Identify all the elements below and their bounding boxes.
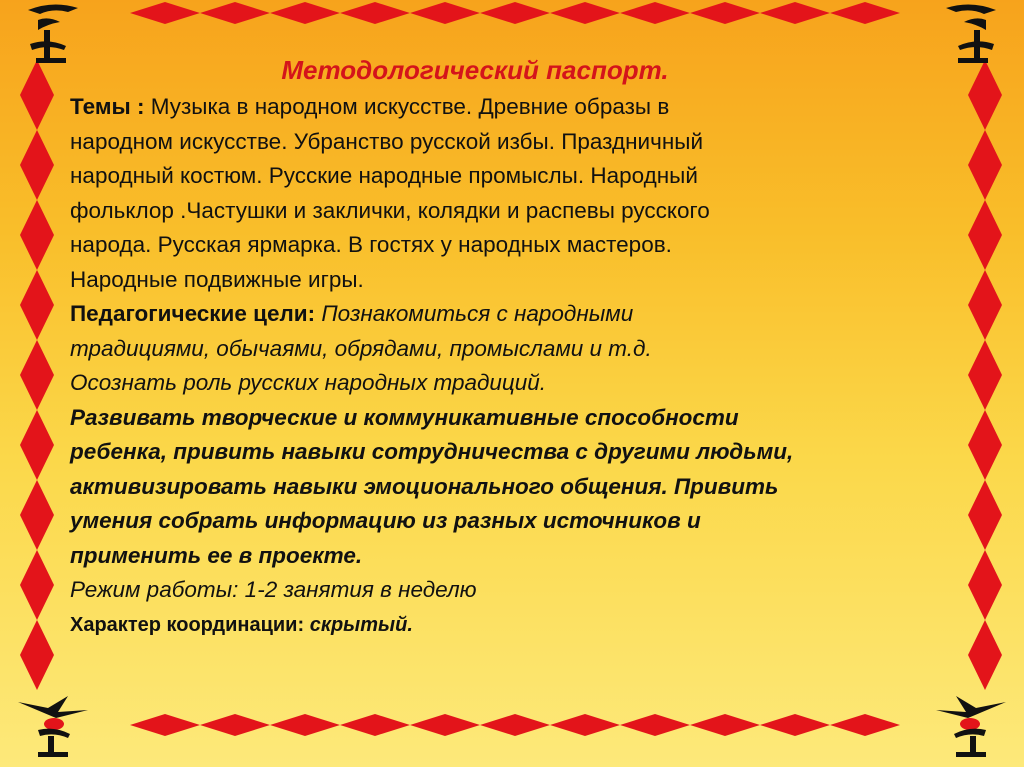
mode-text: Режим работы: 1-2 занятия в неделю (70, 577, 477, 602)
goals-line-1 (70, 297, 930, 332)
goals-bold-1: Развивать творческие и коммуникативные способности (70, 404, 739, 430)
themes-text-5: народа. Русская ярмарка. В гостях у народных мастеров. (70, 232, 672, 257)
themes-text-4: фольклор .Частушки и заклички, колядки и распевы русского (70, 197, 710, 223)
bird-ornament-icon (8, 690, 98, 760)
themes-text-6: Народные подвижные игры. (70, 266, 364, 292)
right-diamond-border (962, 60, 1008, 690)
coordination-value: скрытый. (309, 613, 413, 636)
themes-text-3: народный костюм. Русские народные промыслы. Народный (70, 163, 698, 188)
goals-bold-2: ребенка, привить навыки сотрудничества с другими людьми, (70, 439, 794, 464)
themes-line-1 (70, 90, 930, 125)
slide-content (70, 52, 930, 642)
goals-text-2: традициями, обычаями, обрядами, промыслами и т.д. (70, 335, 652, 361)
goals-label: Педагогические цели: (70, 301, 316, 326)
themes-text-2: народном искусстве. Убранство русской избы. Праздничный (70, 128, 704, 154)
coordination-label: Характер координации (70, 613, 298, 636)
top-diamond-border (130, 0, 900, 26)
goals-bold-5: применить ее в проекте. (70, 542, 363, 568)
goals-bold-3: активизировать навыки эмоционального общения. Привить (70, 473, 779, 499)
goals-bold-4: умения собрать информацию из разных источников и (70, 508, 701, 533)
bird-ornament-icon (926, 690, 1016, 760)
coordination-colon: : (297, 613, 310, 636)
bird-ornament-icon (926, 0, 1016, 70)
goals-text-1: Познакомиться с народными (315, 301, 634, 326)
goals-text-3: Осознать роль русских народных традиций. (70, 370, 547, 395)
themes-label: Темы : (70, 94, 145, 119)
coordination-line (70, 608, 930, 643)
themes-text-1: Музыка в народном искусстве. Древние образы в (144, 94, 670, 119)
left-diamond-border (14, 60, 60, 690)
bottom-diamond-border (130, 712, 900, 738)
page-title: Методологический паспорт. (281, 55, 669, 85)
